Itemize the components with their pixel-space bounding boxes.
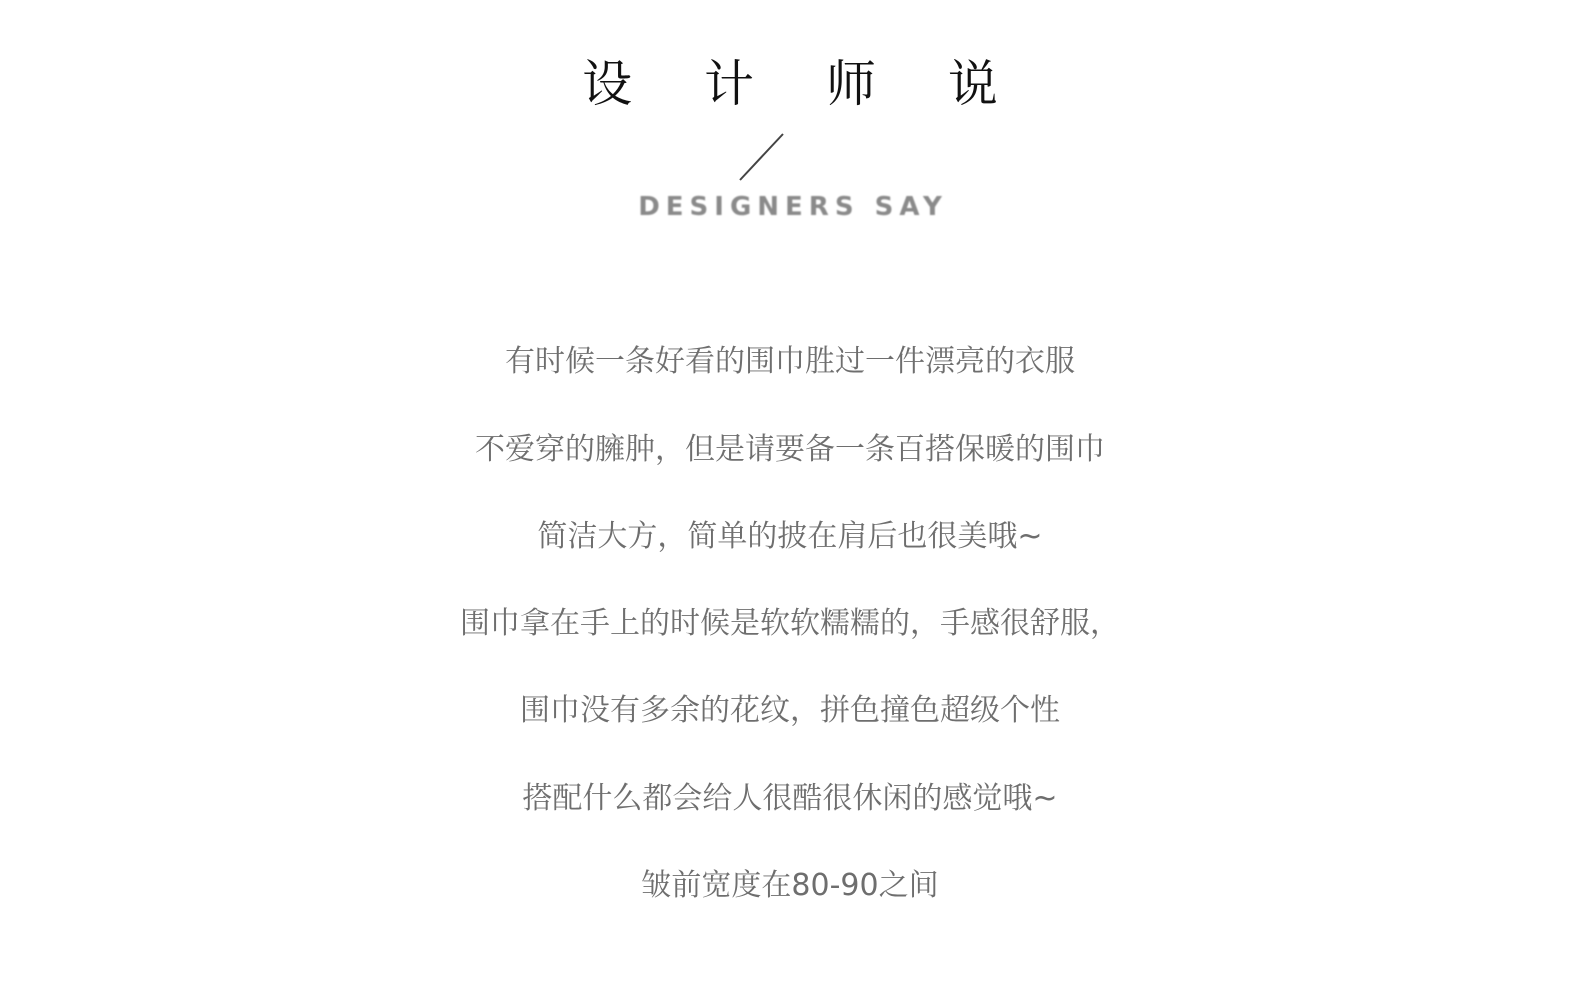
description-line: 皱前宽度在80-90之间	[641, 868, 939, 903]
description-line: 搭配什么都会给人很酷很休闲的感觉哦~	[522, 781, 1058, 816]
description-line: 简洁大方，简单的披在肩后也很美哦~	[537, 519, 1043, 554]
description-line: 有时候一条好看的围巾胜过一件漂亮的衣服	[505, 344, 1075, 379]
divider-slash	[0, 130, 1580, 186]
description-line: 围巾拿在手上的时候是软软糯糯的，手感很舒服，	[460, 606, 1120, 641]
page-title: 设 计 师 说	[582, 55, 1026, 113]
page-subtitle: DESIGNERS SAY	[638, 192, 948, 222]
description-line: 不爱穿的臃肿，但是请要备一条百搭保暖的围巾	[475, 432, 1105, 467]
description-line: 围巾没有多余的花纹，拼色撞色超级个性	[520, 693, 1060, 728]
